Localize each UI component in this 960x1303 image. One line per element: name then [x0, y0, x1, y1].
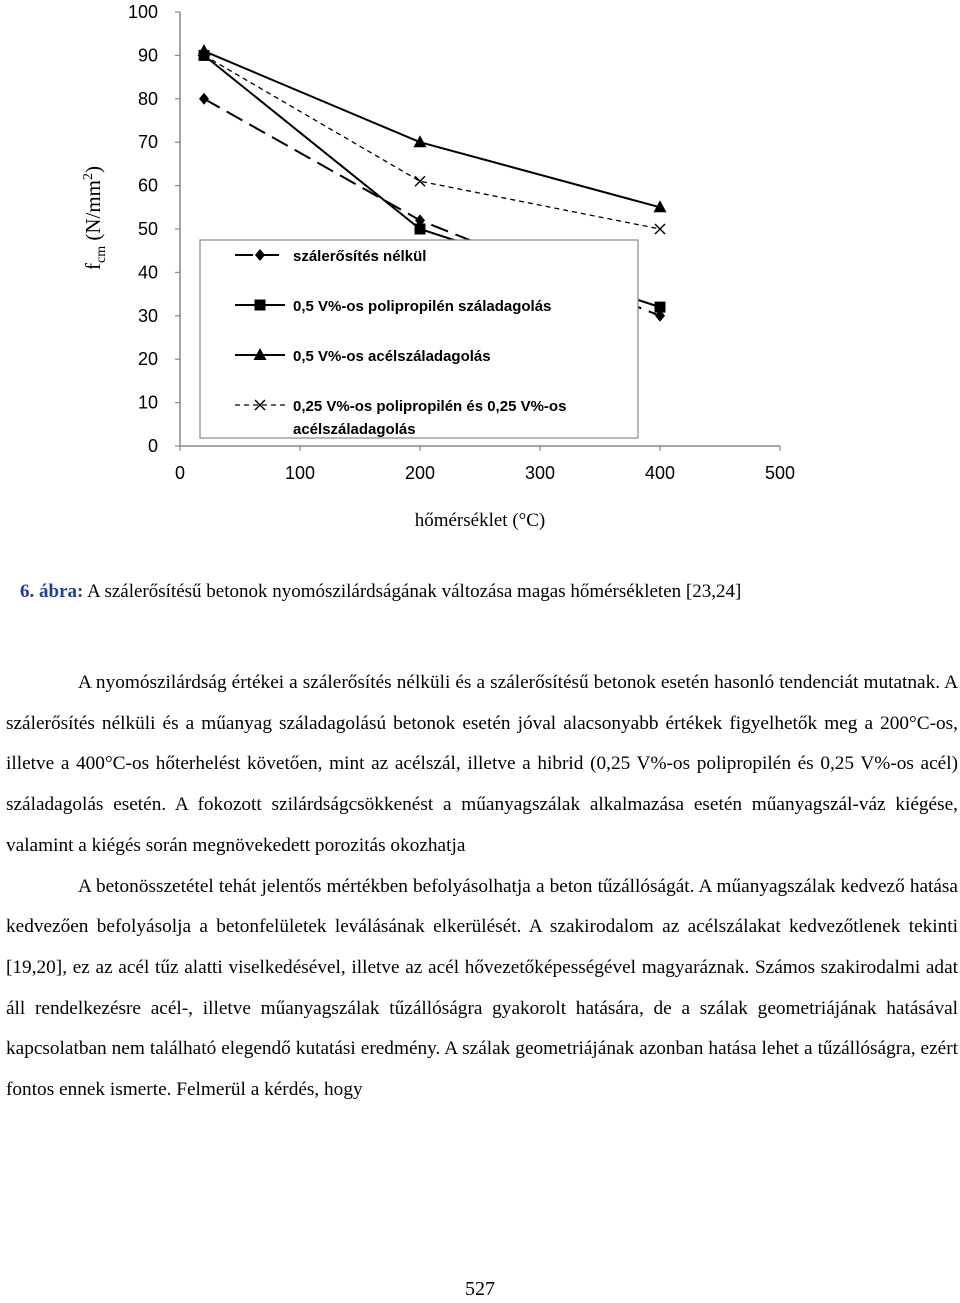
line-chart	[0, 0, 960, 560]
figure-caption-text: A szálerősítésű betonok nyomószilárdságának változása magas hőmérsékleten [23,24]	[83, 581, 742, 602]
legend-label: 0,5 V%-os polipropilén száladagolás	[293, 298, 552, 315]
x-axis-ticks	[175, 446, 795, 483]
y-tick-label: 80	[137, 88, 158, 109]
y-axis-ticks	[128, 2, 180, 456]
x-tick-label: 300	[524, 463, 556, 483]
x-tick-label: 400	[644, 463, 676, 483]
x-axis-label: hőmérséklet (°C)	[414, 510, 546, 531]
figure-label: 6. ábra:	[20, 581, 84, 602]
body-text	[6, 663, 958, 1111]
x-tick-label: 200	[404, 463, 436, 483]
page-number: 527	[465, 1278, 495, 1300]
legend-label-line2: acélszáladagolás	[293, 421, 416, 438]
x-tick-label: 0	[174, 463, 186, 483]
y-tick-label: 50	[137, 219, 158, 239]
y-tick-label: 30	[137, 305, 158, 326]
series-3	[198, 44, 667, 212]
y-tick-label: 70	[137, 132, 158, 153]
series-line	[204, 55, 660, 229]
y-tick-label: 60	[137, 175, 158, 196]
y-tick-label: 100	[127, 2, 158, 22]
x-tick-label: 100	[284, 463, 316, 483]
paragraph-1: A nyomószilárdság értékei a szálerősítés nélküli és a szálerősítésű betonok esetén hasonló tendenciát mutatnak. A szálerősítés nélküli és a műanyag száladagolású betonok esetén jóval alacsonyabb értékek figyelhetők meg a 200°C-os, illetve a 400°C-os hőterhelést követően, mint az acélszál, illetve a hibrid (0,25 V%-os polipropilén és 0,25 V%-os acél) száladagolás esetén. A fokozott szilárdságcsökkenést a műanyagszálak alkalmazása esetén műanyagszál-váz kiégése, valamint a kiégés során megnövekedett porozitás okozhatja	[6, 672, 958, 856]
y-tick-label: 0	[147, 436, 158, 456]
data-point-x	[655, 224, 665, 234]
y-axis-label: $f_{cm}$ $(N/mm^2)$	[81, 165, 109, 270]
paragraph-2: A betonösszetétel tehát jelentős mértékben befolyásolhatja a beton tűzállóságát. A műanyagszálak kedvező hatása kedvezően befolyásolja a betonfelületek leválásának elkerülését. A szakirodalom az acélszálakat kedvezőtlenek tekinti [19,20], ez az acél tűz alatti viselkedésével, illetve az acél hővezetőképességével magyaráznak. Számos szakirodalmi adat áll rendelkezésre acél-, illetve műanyagszálak tűzállóságra gyakorolt hatására, de a szálak geometriájának hatásával kapcsolatban nem található elegendő kutatási eredmény. A szálak geometriájának azonban hatása lehet a tűzállóságra, ezért fontos ennek ismerte. Felmerül a kérdés, hogy	[6, 875, 958, 1101]
data-point-square	[415, 224, 426, 235]
legend-label: 0,25 V%-os polipropilén és 0,25 V%-os	[293, 398, 567, 415]
legend-label: szálerősítés nélkül	[293, 248, 427, 265]
y-tick-label: 40	[137, 262, 158, 283]
x-tick-label: 500	[764, 463, 796, 483]
data-point-square	[655, 302, 666, 313]
data-point-square	[255, 300, 266, 311]
data-point-diamond	[199, 93, 209, 105]
legend	[200, 240, 638, 438]
legend-label: 0,5 V%-os acélszáladagolás	[293, 348, 491, 365]
data-point-x	[415, 176, 425, 186]
y-tick-label: 90	[137, 45, 158, 66]
y-tick-label: 20	[137, 349, 158, 370]
y-tick-label: 10	[137, 392, 158, 413]
figure-caption	[20, 578, 950, 606]
